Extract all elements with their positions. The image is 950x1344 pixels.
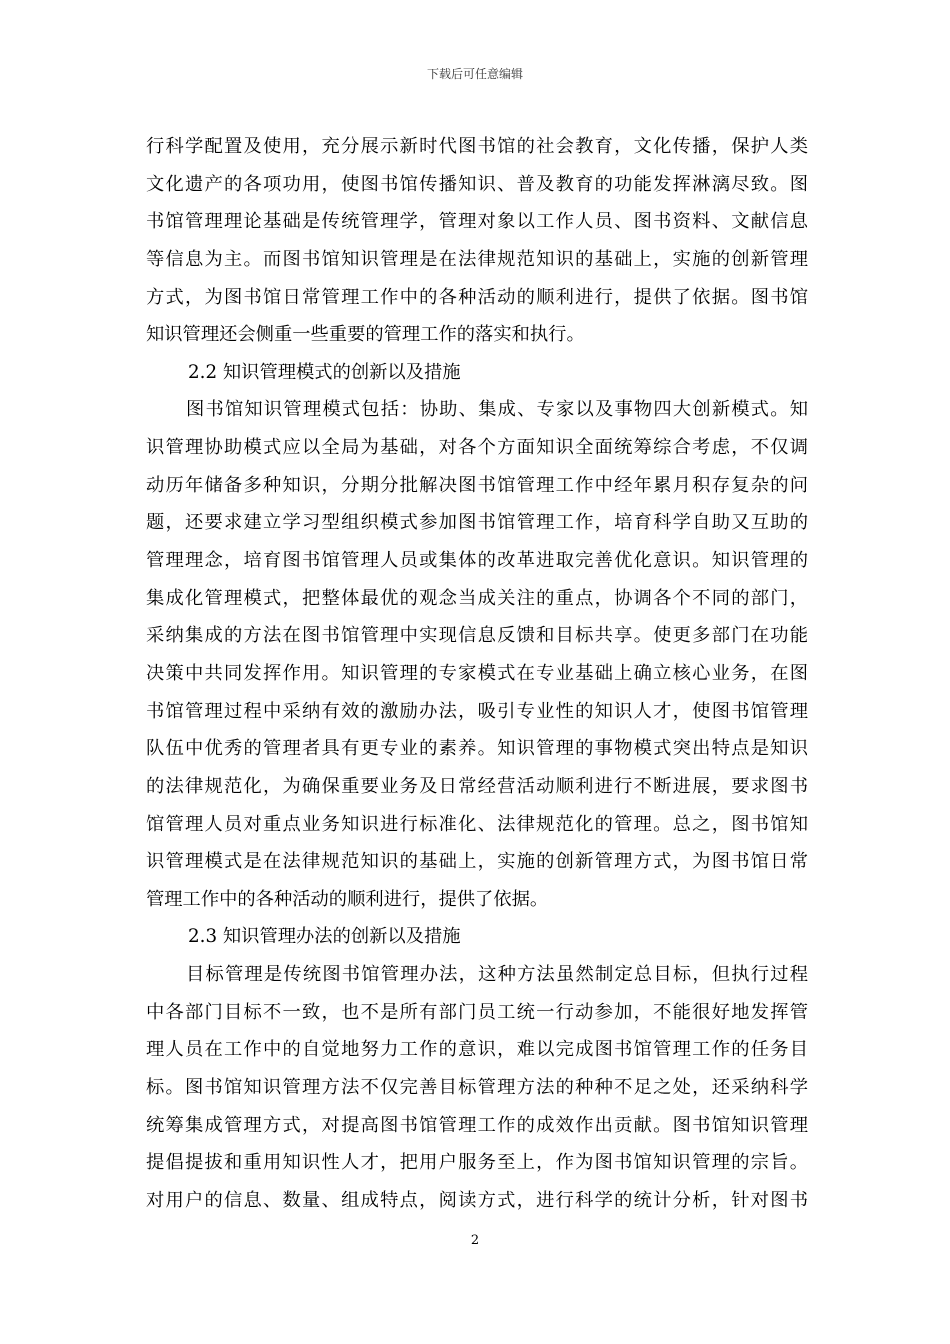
paragraph-line: 图书馆知识管理模式包括：协助、集成、专家以及事物四大创新模式。知	[186, 399, 808, 421]
paragraph-line: 识管理协助模式应以全局为基础，对各个方面知识全面统筹综合考虑，不仅调	[146, 437, 808, 459]
paragraph-line: 采纳集成的方法在图书馆管理中实现信息反馈和目标共享。使更多部门在功能	[146, 625, 808, 647]
paragraph-line: 目标管理是传统图书馆管理办法，这种方法虽然制定总目标，但执行过程	[186, 964, 808, 986]
paragraph-line: 统筹集成管理方式，对提高图书馆管理工作的成效作出贡献。图书馆知识管理	[146, 1114, 808, 1136]
paragraph-line: 中各部门目标不一致，也不是所有部门员工统一行动参加，不能很好地发挥管	[146, 1001, 808, 1023]
paragraph-line: 标。图书馆知识管理方法不仅完善目标管理方法的种种不足之处，还采纳科学	[146, 1077, 808, 1099]
paragraph-line: 书馆管理过程中采纳有效的激励办法，吸引专业性的知识人才，使图书馆管理	[146, 700, 808, 722]
section-heading: 2.3 知识管理办法的创新以及措施	[188, 926, 461, 948]
paragraph-line: 题，还要求建立学习型组织模式参加图书馆管理工作，培育科学自助又互助的	[146, 512, 808, 534]
paragraph-line: 对用户的信息、数量、组成特点，阅读方式，进行科学的统计分析，针对图书	[146, 1189, 808, 1211]
paragraph-line: 知识管理还会侧重一些重要的管理工作的落实和执行。	[146, 324, 585, 346]
paragraph-line: 等信息为主。而图书馆知识管理是在法律规范知识的基础上，实施的创新管理	[146, 248, 808, 270]
paragraph-line: 提倡提拔和重用知识性人才，把用户服务至上，作为图书馆知识管理的宗旨。	[146, 1152, 808, 1174]
paragraph-line: 动历年储备多种知识，分期分批解决图书馆管理工作中经年累月积存复杂的问	[146, 474, 808, 496]
paragraph-line: 决策中共同发挥作用。知识管理的专家模式在专业基础上确立核心业务，在图	[146, 662, 808, 684]
section-heading: 2.2 知识管理模式的创新以及措施	[188, 361, 461, 383]
paragraph-line: 识管理模式是在法律规范知识的基础上，实施的创新管理方式，为图书馆日常	[146, 851, 808, 873]
paragraph-line: 集成化管理模式，把整体最优的观念当成关注的重点，协调各个不同的部门，	[146, 587, 808, 609]
page-header: 下载后可任意编辑	[426, 67, 523, 81]
paragraph-line: 队伍中优秀的管理者具有更专业的素养。知识管理的事物模式突出特点是知识	[146, 738, 808, 760]
document-body	[146, 128, 808, 1220]
paragraph-line: 管理工作中的各种活动的顺利进行，提供了依据。	[146, 888, 549, 910]
paragraph-line: 馆管理人员对重点业务知识进行标准化、法律规范化的管理。总之，图书馆知	[146, 813, 808, 835]
paragraph-line: 的法律规范化，为确保重要业务及日常经营活动顺利进行不断进展，要求图书	[146, 775, 808, 797]
paragraph-line: 行科学配置及使用，充分展示新时代图书馆的社会教育，文化传播，保护人类	[146, 136, 808, 157]
paragraph-line: 书馆管理理论基础是传统管理学，管理对象以工作人员、图书资料、文献信息	[146, 211, 808, 233]
paragraph-line: 管理理念，培育图书馆管理人员或集体的改革进取完善优化意识。知识管理的	[146, 550, 808, 572]
paragraph-line: 方式，为图书馆日常管理工作中的各种活动的顺利进行，提供了依据。图书馆	[146, 286, 808, 308]
paragraph-line: 文化遗产的各项功用，使图书馆传播知识、普及教育的功能发挥淋漓尽致。图	[146, 173, 808, 195]
paragraph-line: 理人员在工作中的自觉地努力工作的意识，难以完成图书馆管理工作的任务目	[146, 1039, 808, 1061]
page-number: 2	[470, 1233, 480, 1248]
